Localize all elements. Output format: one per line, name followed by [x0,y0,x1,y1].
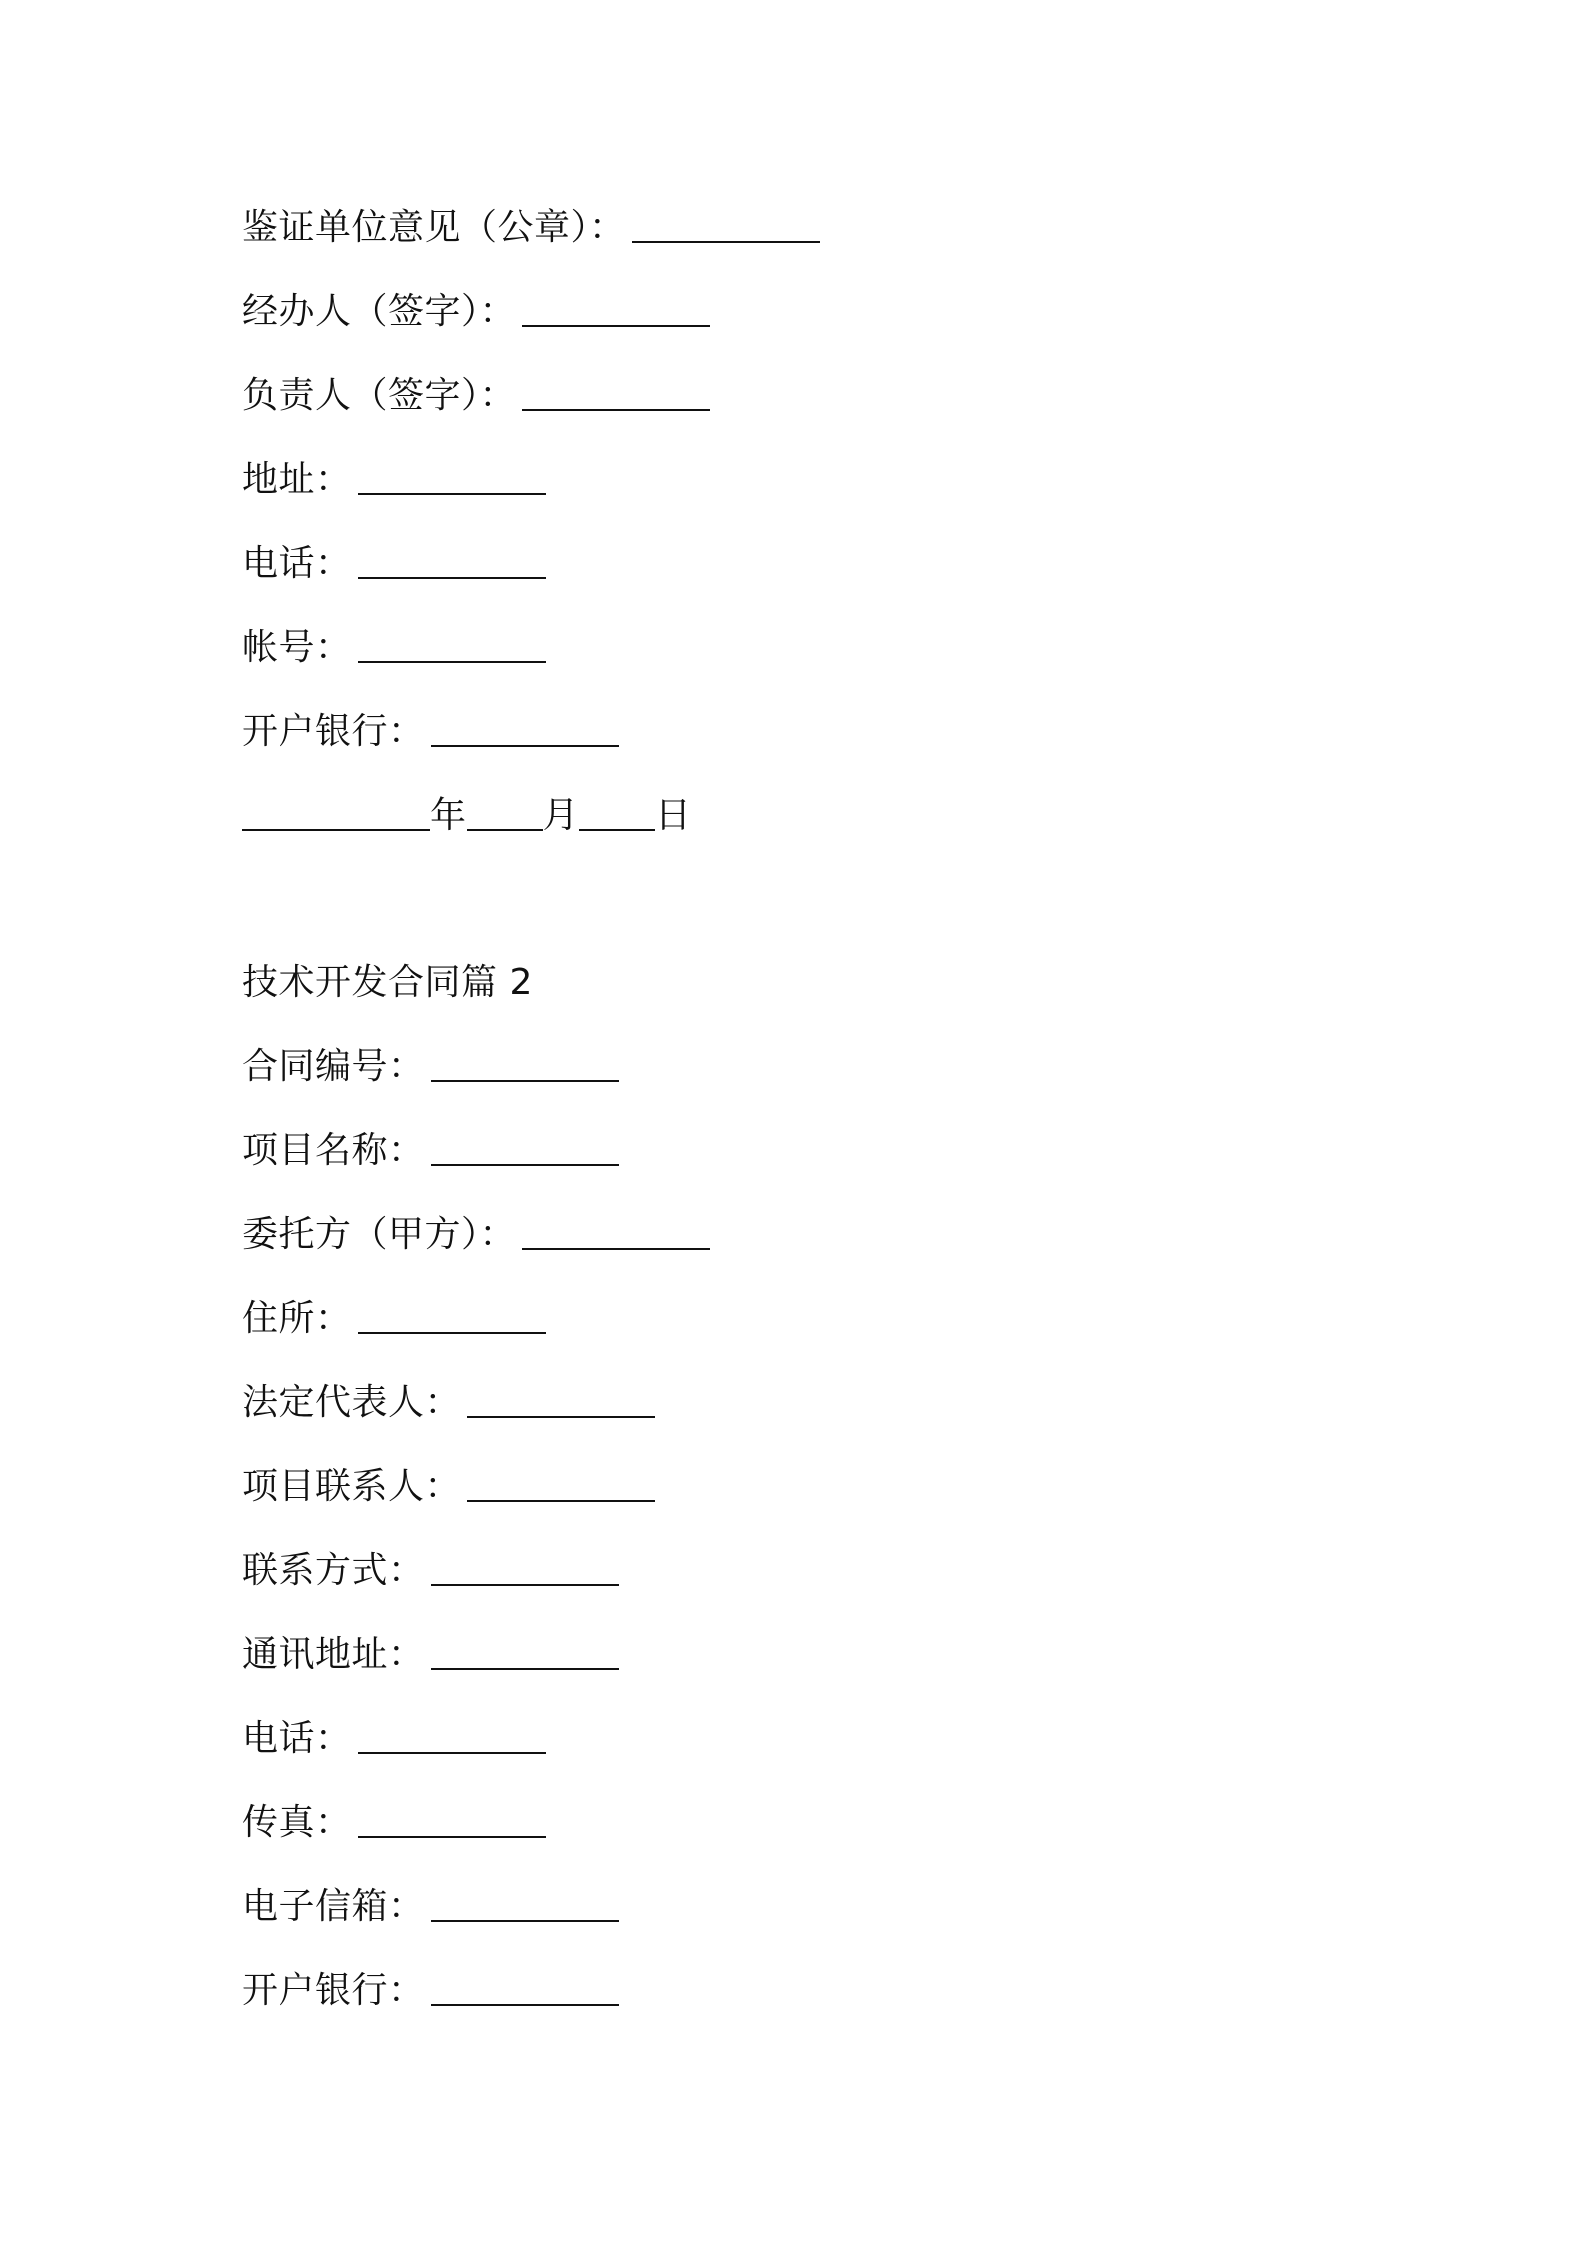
field-label: 传真： [242,1802,352,1843]
fill-blank [431,1919,619,1922]
field-label: 住所： [242,1298,352,1339]
field-phone [242,540,546,588]
fill-blank [431,744,619,747]
fill-blank [358,576,546,579]
field-handler-signature [242,288,710,336]
field-verification-opinion [242,204,820,252]
fill-blank [522,324,710,327]
field-label: 开户银行： [242,1970,425,2011]
field-contract-number [242,1043,619,1091]
field-bank [242,708,619,756]
field-responsible-signature [242,372,710,420]
fill-blank [632,240,820,243]
day-blank [579,828,655,831]
fill-blank [358,1835,546,1838]
field-address [242,456,546,504]
field-label: 联系方式： [242,1550,425,1591]
field-client-party-a [242,1211,710,1259]
field-project-name [242,1127,619,1175]
field-label: 法定代表人： [242,1382,462,1423]
year-label: 年 [430,795,467,836]
field-label: 委托方（甲方）： [242,1214,517,1255]
fill-blank [431,1667,619,1670]
field-label: 鉴证单位意见（公章）： [242,207,626,248]
field-label: 通讯地址： [242,1634,425,1675]
fill-blank [358,492,546,495]
fill-blank [467,1499,655,1502]
field-label: 负责人（签字）： [242,375,517,416]
field-project-contact [242,1463,655,1511]
fill-blank [522,408,710,411]
field-phone-2 [242,1715,546,1763]
field-contact-method [242,1547,619,1595]
field-label: 电话： [242,1718,352,1759]
field-label: 经办人（签字）： [242,291,517,332]
field-label: 地址： [242,459,352,500]
field-domicile [242,1295,546,1343]
field-fax [242,1799,546,1847]
fill-blank [431,2003,619,2006]
fill-blank [431,1583,619,1586]
field-label: 项目名称： [242,1130,425,1171]
fill-blank [467,1415,655,1418]
field-bank-2 [242,1967,619,2015]
month-blank [467,828,543,831]
field-label: 电话： [242,543,352,584]
day-label: 日 [655,795,692,836]
field-label: 合同编号： [242,1046,425,1087]
field-legal-representative [242,1379,655,1427]
date-line [242,792,692,840]
month-label: 月 [542,795,580,836]
section-title: 技术开发合同篇 2 [242,962,533,1003]
fill-blank [431,1079,619,1082]
field-label: 电子信箱： [242,1886,425,1927]
field-label: 开户银行： [242,711,425,752]
fill-blank [358,1751,546,1754]
fill-blank [522,1247,710,1250]
field-email [242,1883,619,1931]
field-mailing-address [242,1631,619,1679]
year-blank [242,828,430,831]
field-label: 帐号： [242,627,352,668]
field-account [242,624,546,672]
fill-blank [358,660,546,663]
fill-blank [358,1331,546,1334]
fill-blank [431,1163,619,1166]
field-label: 项目联系人： [242,1466,462,1507]
